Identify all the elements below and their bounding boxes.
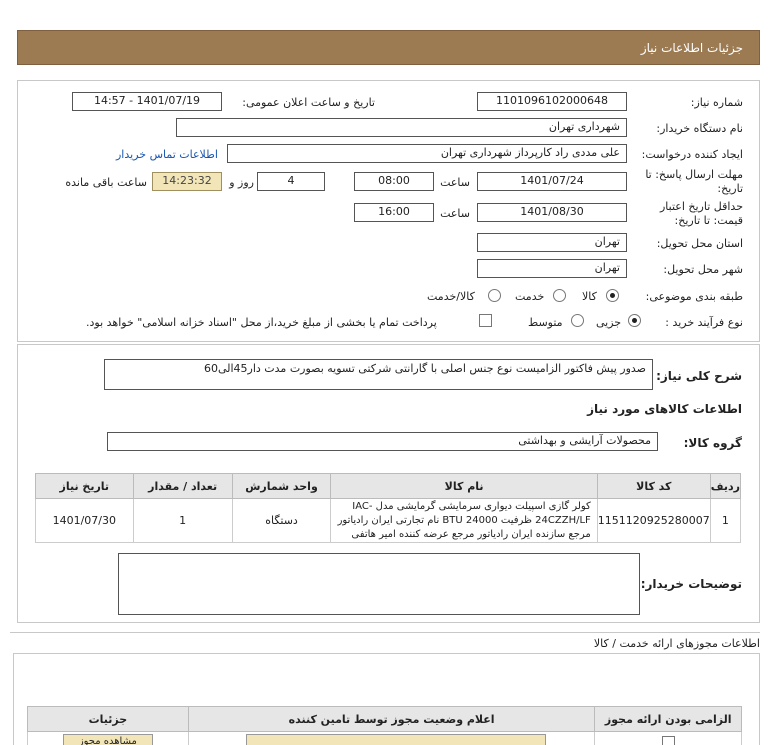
category-option-service: خدمت xyxy=(515,290,545,303)
row-name: کولر گازی اسپیلت دیواری سرمایشی گرمایشی مدل IAC-24CZZH/LF ظرفیت 24000 BTU نام تجارتی ایران رادیاتور مرجع سازنده ایران رادیاتور مرجع عرضه کننده امیر هاتفی xyxy=(331,499,597,543)
lic-col-details: جزئیات xyxy=(28,707,189,732)
announce-field: 1401/07/19 - 14:57 xyxy=(72,92,222,111)
col-unit: واحد شمارش xyxy=(232,474,331,499)
treasury-payment-note: پرداخت تمام یا بخشی از مبلغ خرید،از محل "اسناد خزانه اسلامی" خواهد بود. xyxy=(86,316,437,329)
page-header xyxy=(17,30,760,65)
col-date: تاریخ نیاز xyxy=(36,474,134,499)
process-option-partial: جزیی xyxy=(596,316,622,329)
remaining-time-field: 14:23:32 xyxy=(152,172,222,191)
requester-label: ایجاد کننده درخواست: xyxy=(641,148,743,161)
deadline-time-field: 08:00 xyxy=(354,172,434,191)
city-field: تهران xyxy=(477,259,627,278)
days-field: 4 xyxy=(257,172,325,191)
goods-section-title: اطلاعات کالاهای مورد نیاز xyxy=(587,402,742,416)
category-radio-goods[interactable] xyxy=(606,289,619,302)
city-label: شهر محل تحویل: xyxy=(663,263,743,276)
validity-label-2: قیمت: تا تاریخ: xyxy=(674,214,743,227)
need-number-field: 1101096102000648 xyxy=(477,92,627,111)
buyer-notes-label: توضیحات خریدار: xyxy=(640,577,742,591)
buyer-notes-field xyxy=(118,553,640,615)
requester-field: علی مددی راد کارپرداز شهرداری تهران xyxy=(227,144,627,163)
category-radio-both[interactable] xyxy=(488,289,501,302)
category-label: طبقه بندی موضوعی: xyxy=(645,290,743,303)
treasury-payment-checkbox[interactable] xyxy=(479,314,492,327)
summary-label: شرح کلی نیاز: xyxy=(656,369,742,383)
col-qty: تعداد / مقدار xyxy=(133,474,232,499)
category-option-both: کالا/خدمت xyxy=(427,290,475,303)
province-field: تهران xyxy=(477,233,627,252)
category-radio-service[interactable] xyxy=(553,289,566,302)
row-qty: 1 xyxy=(133,499,232,543)
validity-time-label: ساعت xyxy=(440,207,470,220)
remaining-time-label: ساعت باقی مانده xyxy=(65,176,147,189)
table-row xyxy=(28,732,742,745)
row-unit: دستگاه xyxy=(232,499,331,543)
validity-date-field: 1401/08/30 xyxy=(477,203,627,222)
buyer-contact-link[interactable]: اطلاعات تماس خریدار xyxy=(116,148,218,161)
view-license-button[interactable]: مشاهده مجوز xyxy=(63,734,153,745)
licenses-table xyxy=(27,706,742,745)
validity-time-field: 16:00 xyxy=(354,203,434,222)
buyer-org-field: شهرداری تهران xyxy=(176,118,627,137)
row-index: 1 xyxy=(710,499,740,543)
col-code: کد کالا xyxy=(597,474,710,499)
buyer-org-label: نام دستگاه خریدار: xyxy=(656,122,743,135)
lic-col-required: الزامی بودن ارائه مجوز xyxy=(595,707,742,732)
process-radio-medium[interactable] xyxy=(571,314,584,327)
col-index: ردیف xyxy=(710,474,740,499)
goods-group-label: گروه کالا: xyxy=(683,436,742,450)
announce-label: تاریخ و ساعت اعلان عمومی: xyxy=(242,96,375,109)
row-date: 1401/07/30 xyxy=(36,499,134,543)
goods-group-field: محصولات آرایشی و بهداشتی xyxy=(107,432,658,451)
summary-field: صدور پیش فاکتور الزامیست نوع جنس اصلی با گارانتی شرکتی تسویه بصورت مدت دار45الی60 xyxy=(104,359,653,390)
section-divider xyxy=(10,632,760,633)
license-required-checkbox[interactable] xyxy=(662,736,675,745)
lic-col-status: اعلام وضعیت مجوز توسط تامین کننده xyxy=(188,707,595,732)
deadline-time-label: ساعت xyxy=(440,176,470,189)
deadline-label-1: مهلت ارسال پاسخ: تا xyxy=(645,168,743,181)
license-status-select[interactable] xyxy=(246,734,546,745)
category-option-goods: کالا xyxy=(582,290,597,303)
deadline-date-field: 1401/07/24 xyxy=(477,172,627,191)
table-row xyxy=(36,499,741,543)
validity-label-1: حداقل تاریخ اعتبار xyxy=(659,200,743,213)
province-label: استان محل تحویل: xyxy=(656,237,743,250)
process-label: نوع فرآیند خرید : xyxy=(665,316,743,329)
days-label: روز و xyxy=(229,176,254,189)
goods-table xyxy=(35,473,741,543)
row-code: 1151120925280007 xyxy=(597,499,710,543)
licenses-title: اطلاعات مجوزهای ارائه خدمت / کالا xyxy=(593,637,760,650)
process-radio-partial[interactable] xyxy=(628,314,641,327)
process-option-medium: متوسط xyxy=(528,316,563,329)
deadline-label-2: تاریخ: xyxy=(717,182,743,195)
need-number-label: شماره نیاز: xyxy=(690,96,743,109)
page-title: جزئیات اطلاعات نیاز xyxy=(640,41,743,55)
col-name: نام کالا xyxy=(331,474,597,499)
